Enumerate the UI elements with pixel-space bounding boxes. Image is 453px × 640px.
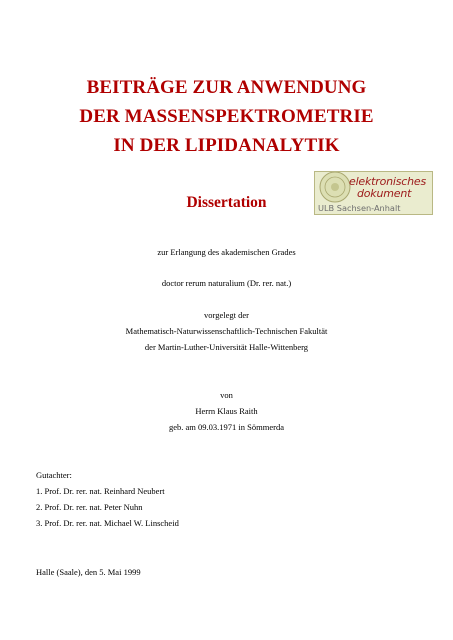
author-birth: geb. am 09.03.1971 in Sömmerda — [169, 422, 284, 432]
document-title — [0, 73, 453, 160]
author-by: von — [220, 390, 233, 400]
electronic-document-logo — [314, 171, 433, 215]
submission-line-2: Mathematisch-Naturwissenschaftlich-Technischen Fakultät — [125, 326, 328, 336]
author-name: Herrn Klaus Raith — [195, 406, 258, 416]
submission-line-1: vorgelegt der — [204, 310, 249, 320]
place-date: Halle (Saale), den 5. Mai 1999 — [36, 567, 141, 577]
logo-word-2: dokument — [357, 187, 412, 200]
reviewer-item: 3. Prof. Dr. rer. nat. Michael W. Linscheid — [36, 518, 179, 528]
logo-footer: ULB Sachsen-Anhalt — [318, 203, 401, 213]
title-line-2: DER MASSENSPEKTROMETRIE — [79, 106, 374, 127]
title-line-1: BEITRÄGE ZUR ANWENDUNG — [86, 77, 367, 98]
degree-line-1: zur Erlangung des akademischen Grades — [157, 247, 296, 257]
document-type: Dissertation — [186, 194, 267, 211]
reviewers-label: Gutachter: — [36, 470, 72, 480]
degree-line-2: doctor rerum naturalium (Dr. rer. nat.) — [161, 278, 292, 288]
title-line-3: IN DER LIPIDANALYTIK — [113, 135, 340, 156]
reviewer-item: 2. Prof. Dr. rer. nat. Peter Nuhn — [36, 502, 143, 512]
submission-line-3: der Martin-Luther-Universität Halle-Wittenberg — [144, 342, 309, 352]
reviewer-item: 1. Prof. Dr. rer. nat. Reinhard Neubert — [36, 486, 165, 496]
logo-word-1: elektronisches — [349, 175, 427, 188]
